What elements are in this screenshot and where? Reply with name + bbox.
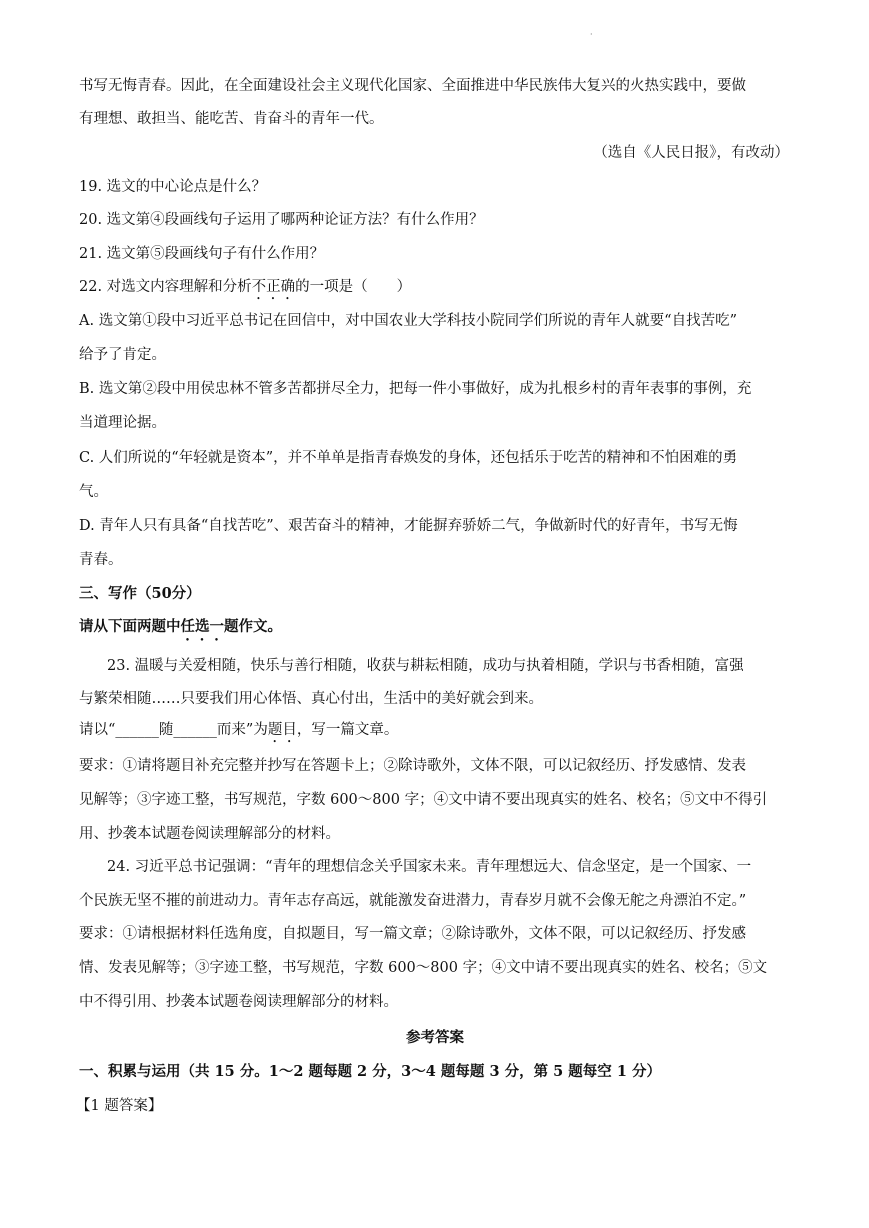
requirements-24: 要求：①请根据材料任选角度，自拟题目，写一篇文章；②除诗歌外，文体不限，可以记叙经历、抒发感	[79, 926, 746, 942]
body-line: 有理想、敢担当、能吃苦、肯奋斗的青年一代。	[79, 111, 384, 127]
option-c-cont: 气。	[79, 484, 108, 500]
answers-title: 参考答案	[406, 1029, 464, 1046]
topic-24: 24. 习近平总书记强调：“青年的理想信念关乎国家未来。青年理想远大、信念坚定，是一个国家、一	[107, 859, 752, 875]
option-d: D. 青年人只有具备“自找苦吃”、艰苦奋斗的精神，才能摒弃骄娇二气，争做新时代的好青年，书写无悔	[79, 518, 738, 534]
body-line: 书写无悔青春。因此，在全面建设社会主义现代化国家、全面推进中华民族伟大复兴的火热实践中，要做	[79, 78, 746, 94]
option-a-cont: 给予了肯定。	[79, 347, 166, 363]
requirements-23-end: 用、抄袭本试题卷阅读理解部分的材料。	[79, 826, 340, 842]
prompt-emphasis: 题目	[267, 722, 297, 738]
writing-heading: 三、写作（50分）	[79, 585, 201, 602]
option-c: C. 人们所说的“年轻就是资本”，并不单单是指青春焕发的身体，还包括乐于吃苦的精神和不怕困难的勇	[79, 450, 738, 466]
answers-section-1: 一、积累与运用（共 15 分。1～2 题每题 2 分，3～4 题每题 3 分，第 5 题每空 1 分）	[79, 1063, 661, 1080]
question-21: 21. 选文第⑤段画线句子有什么作用？	[79, 246, 325, 262]
topic-23-prompt	[79, 720, 791, 746]
writing-instruction	[79, 617, 791, 644]
option-d-cont: 青春。	[79, 552, 123, 568]
answer-1-label: 【1 题答案】	[76, 1098, 163, 1114]
q22-text: 22. 对选文内容理解和分析	[79, 279, 252, 295]
requirements-23-cont: 见解等；③字迹工整，书写规范，字数 600～800 字；④文中请不要出现真实的姓名、校名；⑤文中不得引	[79, 792, 768, 808]
option-b-cont: 当道理论据。	[79, 415, 166, 431]
requirements-24-end: 中不得引用、抄袭本试题卷阅读理解部分的材料。	[79, 994, 398, 1010]
topic-24-cont: 个民族无坚不摧的前进动力。青年志存高远，就能激发奋进潜力，青春岁月就不会像无舵之舟漂泊不定。”	[79, 893, 747, 909]
instr-text: 请从下面两题中	[79, 618, 181, 635]
source-citation: （选自《人民日报》，有改动）	[593, 145, 789, 161]
question-20: 20. 选文第④段画线句子运用了哪两种论证方法？有什么作用？	[79, 212, 484, 228]
prompt-text-end: ，写一篇文章。	[296, 722, 399, 738]
q22-emphasis: 不正确	[251, 279, 296, 295]
requirements-23: 要求：①请将题目补充完整并抄写在答题卡上；②除诗歌外，文体不限，可以记叙经历、抒发感情、发表	[79, 758, 746, 774]
topic-23: 23. 温暖与关爱相随，快乐与善行相随，收获与耕耘相随，成功与执着相随，学识与书香相随，富强	[107, 658, 744, 674]
requirements-24-cont: 情、发表见解等；③字迹工整，书写规范，字数 600～800 字；④文中请不要出现真实的姓名、校名；⑤文	[79, 960, 768, 976]
option-b: B. 选文第②段中用侯忠林不管多苦都拼尽全力，把每一件小事做好，成为扎根乡村的青年表事的事例，充	[79, 381, 752, 397]
instr-emphasis: 任选一	[180, 618, 224, 635]
prompt-text: 请以“______随______而来”为	[79, 722, 268, 738]
q22-text-end: 的一项是（ ）	[295, 279, 412, 295]
question-19: 19. 选文的中心论点是什么？	[79, 179, 267, 195]
topic-23-cont: 与繁荣相随……只要我们用心体悟、真心付出，生活中的美好就会到来。	[79, 691, 543, 707]
question-22	[79, 277, 791, 303]
option-a: A. 选文第①段中习近平总书记在回信中，对中国农业大学科技小院同学们所说的青年人就要“自找苦吃”	[79, 313, 738, 329]
instr-text-end: 题作文。	[224, 618, 282, 635]
header-dot: ·	[590, 30, 593, 39]
